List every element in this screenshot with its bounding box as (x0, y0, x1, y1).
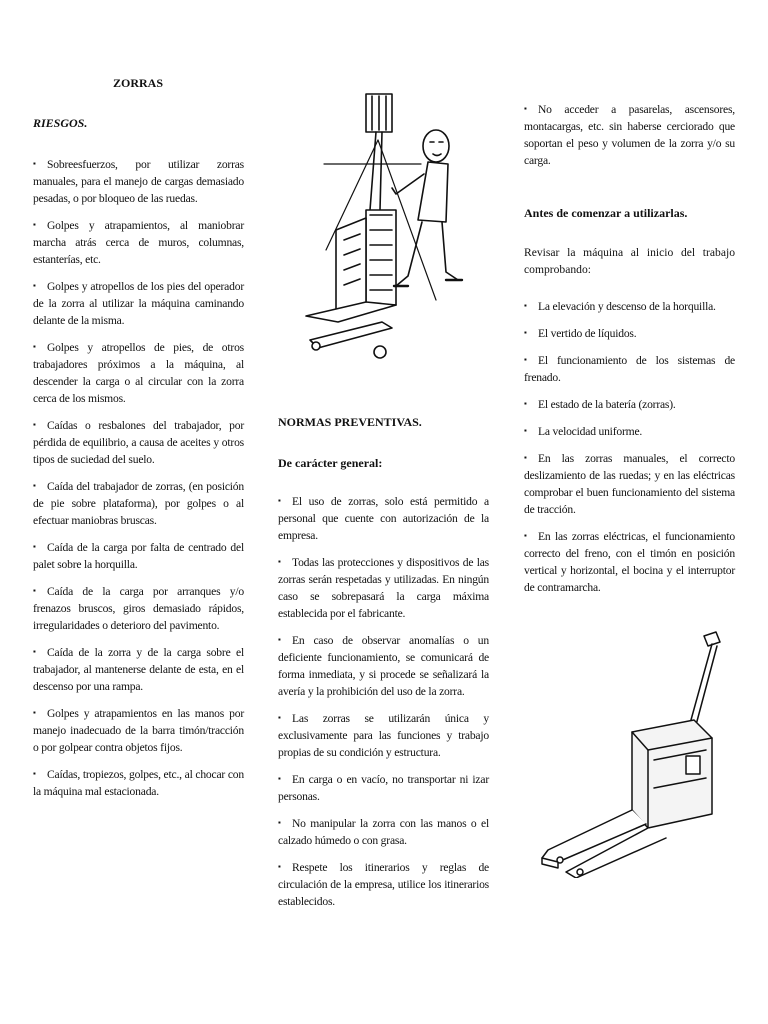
general-heading: De carácter general: (278, 456, 383, 470)
riesgos-heading: RIESGOS. (33, 116, 88, 130)
bullet-icon: ▪ (33, 342, 36, 351)
list-item: ▪ Caídas, tropiezos, golpes, etc., al chocar con la máquina mal estacionada. (33, 765, 244, 800)
bullet-icon: ▪ (33, 481, 36, 490)
bullet-icon: ▪ (524, 301, 527, 310)
list-item: ▪ La elevación y descenso de la horquilla. (524, 297, 735, 315)
list-item: ▪ No manipular la zorra con las manos o el calzado húmedo o con grasa. (278, 814, 489, 849)
list-item: ▪ Todas las protecciones y dispositivos de las zorras serán respetadas y utilizadas. En ningún caso se sobrepasará la carga máxima establecida por el fabricante. (278, 553, 489, 622)
bullet-icon: ▪ (524, 355, 527, 364)
antes-intro: Revisar la máquina al inicio del trabajo comprobando: (524, 246, 735, 276)
list-item: ▪ Respete los itinerarios y reglas de circulación de la empresa, utilice los itinerarios establecidos. (278, 858, 489, 910)
list-item: ▪ Sobreesfuerzos, por utilizar zorras manuales, para el manejo de cargas demasiado pesadas, o por bloqueo de las ruedas. (33, 155, 244, 207)
bullet-icon: ▪ (33, 542, 36, 551)
list-item: ▪ El estado de la batería (zorras). (524, 395, 735, 413)
bullet-icon: ▪ (33, 769, 36, 778)
document-title: ZORRAS (112, 76, 163, 90)
bullet-icon: ▪ (524, 399, 527, 408)
list-item: ▪ El vertido de líquidos. (524, 324, 735, 342)
normas-heading: NORMAS PREVENTIVAS. (278, 415, 422, 429)
list-item: ▪ En las zorras eléctricas, el funcionamiento correcto del freno, con el timón en posición vertical y horizontal, el bocina y el interruptor de contramarcha. (524, 527, 735, 596)
bullet-icon: ▪ (524, 328, 527, 337)
bullet-icon: ▪ (278, 774, 281, 783)
list-item: ▪ Caída del trabajador de zorras, (en posición de pie sobre plataforma), por golpes o al efectuar maniobras bruscas. (33, 477, 244, 529)
list-item: ▪ Caídas o resbalones del trabajador, por pérdida de equilibrio, a causa de aceites y otros tipos de suciedad del suelo. (33, 416, 244, 468)
bullet-icon: ▪ (33, 220, 36, 229)
bullet-icon: ▪ (278, 635, 281, 644)
list-item: ▪ La velocidad uniforme. (524, 422, 735, 440)
bullet-icon: ▪ (33, 159, 36, 168)
list-item: ▪ En las zorras manuales, el correcto deslizamiento de las ruedas; y en las eléctricas comprobar el buen funcionamiento del sistema de tracción. (524, 449, 735, 518)
electric-pallet-jack-illustration (536, 628, 736, 878)
bullet-icon: ▪ (33, 647, 36, 656)
list-item: ▪ Caída de la carga por arranques y/o frenazos bruscos, giros demasiado rápidos, irregularidades o deterioro del pavimento. (33, 582, 244, 634)
bullet-icon: ▪ (33, 586, 36, 595)
bullet-icon: ▪ (278, 818, 281, 827)
list-item: ▪ En carga o en vacío, no transportar ni izar personas. (278, 770, 489, 805)
bullet-icon: ▪ (278, 713, 281, 722)
bullet-icon: ▪ (33, 281, 36, 290)
bullet-icon: ▪ (33, 708, 36, 717)
bullet-icon: ▪ (524, 426, 527, 435)
normas-continued-list (524, 100, 735, 178)
list-item: ▪ Las zorras se utilizarán única y exclusivamente para las funciones y trabajo propias de su condición y estructura. (278, 709, 489, 761)
bullet-icon: ▪ (524, 531, 527, 540)
bullet-icon: ▪ (33, 420, 36, 429)
list-item: ▪ El funcionamiento de los sistemas de frenado. (524, 351, 735, 386)
bullet-icon: ▪ (278, 557, 281, 566)
bullet-icon: ▪ (524, 104, 527, 113)
antes-checklist (524, 297, 735, 605)
bullet-icon: ▪ (524, 453, 527, 462)
list-item: ▪ Caída de la zorra y de la carga sobre el trabajador, al mantenerse delante de esta, en el descenso por una rampa. (33, 643, 244, 695)
list-item: ▪ Golpes y atrapamientos, al maniobrar marcha atrás cerca de muros, columnas, estanterías, etc. (33, 216, 244, 268)
list-item: ▪ En caso de observar anomalías o un deficiente funcionamiento, se comunicará de forma inmediata, y si procede se señalizará la avería y la prohibición del uso de la zorra. (278, 631, 489, 700)
bullet-icon: ▪ (278, 862, 281, 871)
list-item: ▪ Caída de la carga por falta de centrado del palet sobre la horquilla. (33, 538, 244, 573)
riesgos-list (33, 155, 244, 809)
list-item: ▪ No acceder a pasarelas, ascensores, montacargas, etc. sin haberse cerciorado que soportan el peso y volumen de la zorra y/o su carga. (524, 100, 735, 169)
bullet-icon: ▪ (278, 496, 281, 505)
list-item: ▪ Golpes y atropellos de los pies del operador de la zorra al utilizar la máquina caminando delante de la misma. (33, 277, 244, 329)
antes-heading: Antes de comenzar a utilizarlas. (524, 206, 688, 220)
list-item: ▪ Golpes y atropellos de pies, de otros trabajadores próximos a la máquina, al descender la carga o al circular con la zorra cerca de los mismos. (33, 338, 244, 407)
pallet-jack-operator-illustration (296, 90, 466, 370)
list-item: ▪ Golpes y atrapamientos en las manos por manejo inadecuado de la barra timón/tracción o por golpear contra objetos fijos. (33, 704, 244, 756)
list-item: ▪ El uso de zorras, solo está permitido a personal que cuente con autorización de la empresa. (278, 492, 489, 544)
normas-general-list (278, 492, 489, 919)
